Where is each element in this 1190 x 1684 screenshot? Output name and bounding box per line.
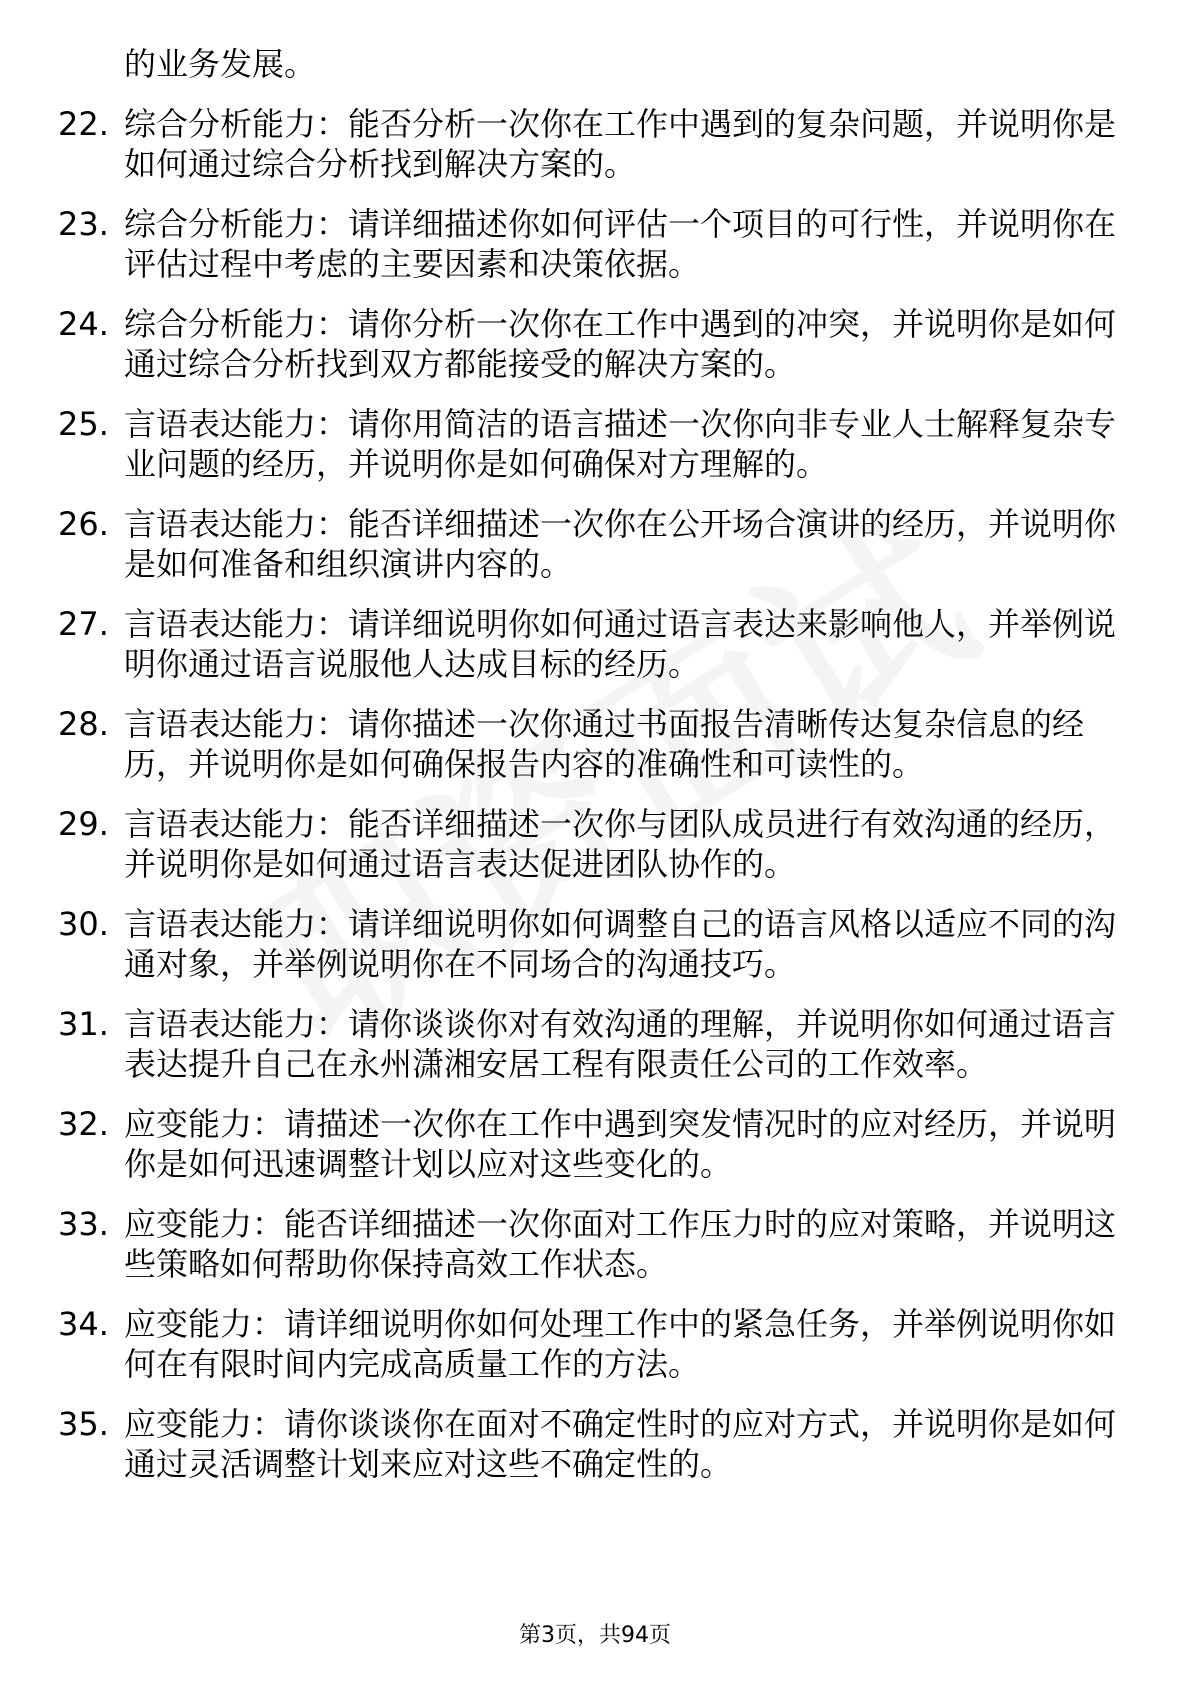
- item-text: 言语表达能力：能否详细描述一次你在公开场合演讲的经历，并说明你是如何准备和组织演讲内容的。: [124, 505, 1117, 583]
- item-number: 23.: [58, 205, 109, 243]
- item-text: 综合分析能力：请详细描述你如何评估一个项目的可行性，并说明你在评估过程中考虑的主要因素和决策依据。: [124, 205, 1117, 283]
- item-text: 综合分析能力：能否分析一次你在工作中遇到的复杂问题，并说明你是如何通过综合分析找到解决方案的。: [124, 105, 1117, 183]
- item-text: 言语表达能力：请详细说明你如何调整自己的语言风格以适应不同的沟通对象，并举例说明你在不同场合的沟通技巧。: [124, 905, 1117, 983]
- list-item: [58, 1104, 1118, 1184]
- item-text: 应变能力：请详细说明你如何处理工作中的紧急任务，并举例说明你如何在有限时间内完成高质量工作的方法。: [124, 1305, 1117, 1383]
- item-text: 言语表达能力：请详细说明你如何通过语言表达来影响他人，并举例说明你通过语言说服他人达成目标的经历。: [124, 605, 1117, 683]
- item-text: 应变能力：请描述一次你在工作中遇到突发情况时的应对经历，并说明你是如何迅速调整计划以应对这些变化的。: [124, 1105, 1117, 1183]
- list-item: [58, 504, 1118, 584]
- item-number: 26.: [58, 505, 109, 543]
- list-item: [58, 1404, 1118, 1484]
- item-text: 言语表达能力：请你谈谈你对有效沟通的理解，并说明你如何通过语言表达提升自己在永州潇湘安居工程有限责任公司的工作效率。: [124, 1005, 1117, 1083]
- list-item: [58, 704, 1118, 784]
- item-number: 33.: [58, 1205, 109, 1243]
- list-item: [58, 804, 1118, 884]
- item-number: 35.: [58, 1405, 109, 1443]
- list-item: [58, 904, 1118, 984]
- list-item: [58, 1004, 1118, 1084]
- item-number: 34.: [58, 1305, 109, 1343]
- item-number: 28.: [58, 705, 109, 743]
- item-text: 综合分析能力：请你分析一次你在工作中遇到的冲突，并说明你是如何通过综合分析找到双方都能接受的解决方案的。: [124, 305, 1117, 383]
- question-list: [58, 44, 1118, 1504]
- item-text: 言语表达能力：能否详细描述一次你与团队成员进行有效沟通的经历，并说明你是如何通过语言表达促进团队协作的。: [124, 805, 1117, 883]
- list-item: [58, 1304, 1118, 1384]
- list-item: [58, 204, 1118, 284]
- item-number: 27.: [58, 605, 109, 643]
- item-text: 应变能力：能否详细描述一次你面对工作压力时的应对策略，并说明这些策略如何帮助你保持高效工作状态。: [124, 1205, 1117, 1283]
- list-item: [58, 604, 1118, 684]
- page-footer: 第3页，共94页: [519, 1623, 671, 1648]
- item-number: 30.: [58, 905, 109, 943]
- continuation-text: 的业务发展。: [124, 45, 317, 83]
- item-text: 言语表达能力：请你描述一次你通过书面报告清晰传达复杂信息的经历，并说明你是如何确保报告内容的准确性和可读性的。: [124, 705, 1085, 783]
- item-text: 应变能力：请你谈谈你在面对不确定性时的应对方式，并说明你是如何通过灵活调整计划来应对这些不确定性的。: [124, 1405, 1117, 1483]
- item-number: 32.: [58, 1105, 109, 1143]
- list-item: [58, 1204, 1118, 1284]
- item-number: 31.: [58, 1005, 109, 1043]
- item-number: 29.: [58, 805, 109, 843]
- list-item: [58, 304, 1118, 384]
- list-item: [58, 404, 1118, 484]
- list-item: [58, 104, 1118, 184]
- item-number: 25.: [58, 405, 109, 443]
- item-text: 言语表达能力：请你用简洁的语言描述一次你向非专业人士解释复杂专业问题的经历，并说明你是如何确保对方理解的。: [124, 405, 1117, 483]
- item-number: 22.: [58, 105, 109, 143]
- item-number: 24.: [58, 305, 109, 343]
